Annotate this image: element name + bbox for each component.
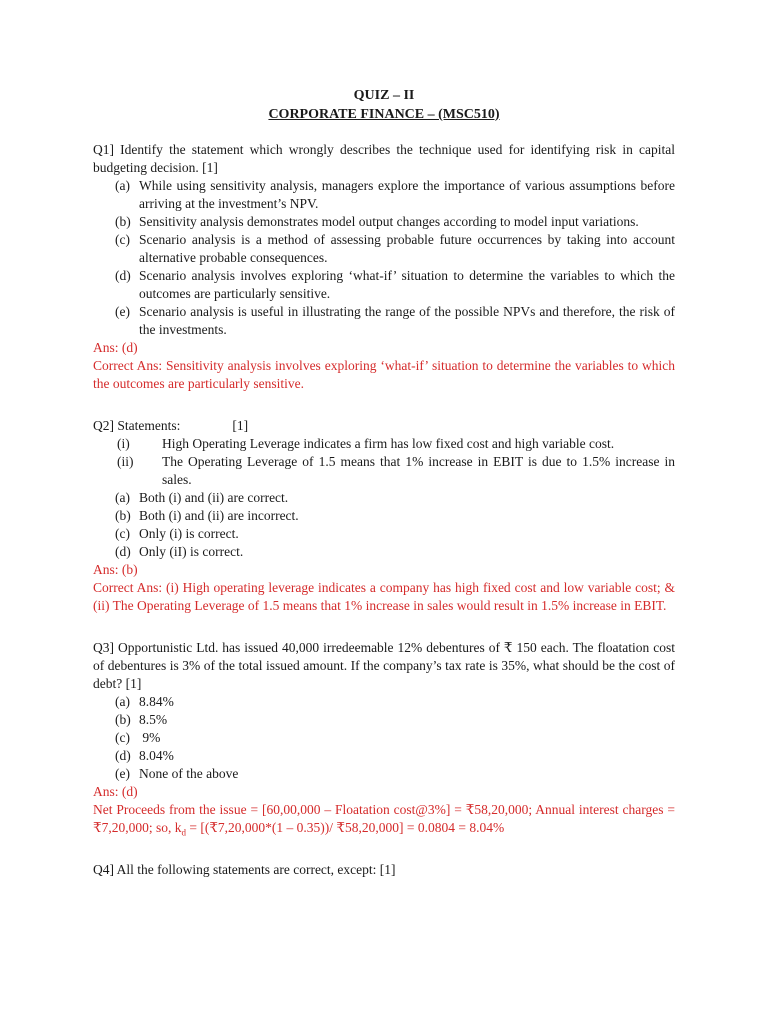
- q1-option-a: (a) While using sensitivity analysis, managers explore the importance of various assumptions before arriving at the investment’s NPV.: [115, 178, 675, 211]
- q3-option-d: (d) 8.04%: [115, 748, 174, 763]
- q2-answer: Ans: (b): [93, 562, 138, 577]
- q2-statement-i: (i) High Operating Leverage indicates a firm has low fixed cost and high variable cost.: [117, 436, 615, 451]
- q2-option-d: (d) Only (iI) is correct.: [115, 544, 244, 559]
- q3-option-c: (c) 9%: [115, 730, 161, 745]
- q3-option-b: (b) 8.5%: [115, 712, 168, 727]
- course-title: CORPORATE FINANCE – (MSC510): [268, 107, 500, 122]
- q3-explanation: Net Proceeds from the issue = [60,00,000 – Floatation cost@3%] = ₹58,20,000; Annual interest charges = ₹7,20,000; so, $k_d$ = [(₹7,20,000*(1 – 0.35))/ ₹58,20,000] = 0.0804 = 8.04%: [93, 802, 675, 838]
- q2-statement-ii: (ii) The Operating Leverage of 1.5 means that 1% increase in EBIT is due to 1.5% increase in sales.: [117, 454, 675, 487]
- q2-option-c: (c) Only (i) is correct.: [115, 526, 239, 541]
- q2-option-a: (a) Both (i) and (ii) are correct.: [115, 490, 289, 505]
- q2-marks: [1]: [232, 418, 249, 433]
- question-2-text: Q2] Statements: [1]: [93, 418, 249, 433]
- question-4-text: Q4] All the following statements are correct, except: [1]: [93, 862, 396, 877]
- q2-explanation: Correct Ans: (i) High operating leverage indicates a company has high fixed cost and low variable cost; & (ii) The Operating Leverage of 1.5 means that 1% increase in sales would result in 1.5% increase in EBIT.: [93, 580, 675, 613]
- q1-explanation: Correct Ans: Sensitivity analysis involves exploring ‘what-if’ situation to determine the variables to which the outcomes are particularly sensitive.: [93, 358, 675, 391]
- q1-option-d: (d) Scenario analysis involves exploring ‘what-if’ situation to determine the variables to which the outcomes are particularly sensitive.: [115, 268, 675, 301]
- question-3-text: Q3] Opportunistic Ltd. has issued 40,000 irredeemable 12% debentures of ₹ 150 each. The floatation cost of debentures is 3% of the total issued amount. If the company’s tax rate is 35%, what should be the cost of debt? [1]: [93, 640, 675, 691]
- q1-option-c: (c) Scenario analysis is a method of assessing probable future occurrences by taking into account alternative probable consequences.: [115, 232, 675, 265]
- question-3: [93, 639, 675, 837]
- question-1-text: Q1] Identify the statement which wrongly describes the technique used for identifying risk in capital budgeting decision. [1]: [93, 142, 675, 175]
- q1-option-b: (b) Sensitivity analysis demonstrates model output changes according to model input variations.: [115, 214, 639, 229]
- question-1: [93, 141, 675, 393]
- q1-option-e: (e) Scenario analysis is useful in illustrating the range of the possible NPVs and therefore, the risk of the investments.: [115, 304, 675, 337]
- question-2: [93, 417, 675, 615]
- quiz-title: QUIZ – II: [353, 88, 415, 103]
- quiz-content: [93, 87, 675, 879]
- q3-option-e: (e) None of the above: [115, 766, 239, 781]
- q2-option-b: (b) Both (i) and (ii) are incorrect.: [115, 508, 299, 523]
- question-4: [93, 861, 675, 879]
- q3-answer: Ans: (d): [93, 784, 138, 799]
- q1-answer: Ans: (d): [93, 340, 138, 355]
- q3-option-a: (a) 8.84%: [115, 694, 174, 709]
